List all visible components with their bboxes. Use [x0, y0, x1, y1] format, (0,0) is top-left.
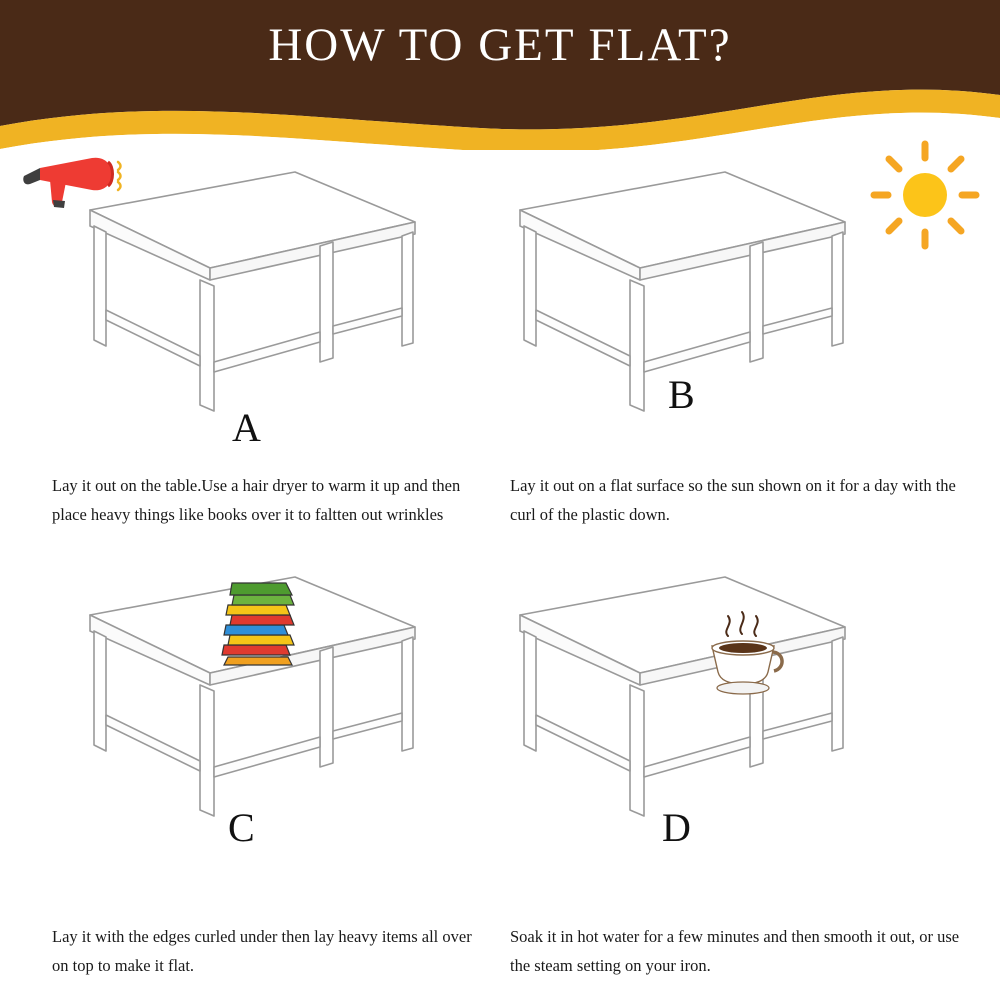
panel-caption: Lay it out on the table.Use a hair dryer to warm it up and then place heavy things like books over it to faltten out wrinkles: [52, 476, 461, 524]
panel-d: [500, 555, 980, 975]
page-title: HOW TO GET FLAT?: [268, 19, 732, 71]
panel-letter: B: [668, 372, 695, 417]
sun-icon: [870, 140, 980, 255]
panel-grid: [0, 150, 1000, 974]
table-illustration: [500, 555, 900, 855]
panel-letter: D: [662, 805, 691, 850]
panel-caption: Lay it out on a flat surface so the sun shown on it for a day with the curl of the plastic down.: [510, 476, 956, 524]
table-illustration: [500, 150, 900, 450]
books-icon: [210, 565, 320, 680]
header-banner: [0, 0, 1000, 150]
panel-b: [500, 150, 980, 550]
panel-caption: Lay it with the edges curled under then lay heavy items all over on top to make it flat.: [52, 927, 472, 975]
panel-caption: Soak it in hot water for a few minutes and then smooth it out, or use the steam setting on your iron.: [510, 927, 960, 975]
panel-a: [20, 150, 500, 550]
panel-letter: A: [232, 405, 261, 450]
hairdryer-icon: [20, 150, 140, 235]
coffee-cup-icon: [690, 610, 800, 705]
panel-letter: C: [228, 805, 255, 850]
panel-c: [20, 555, 500, 975]
